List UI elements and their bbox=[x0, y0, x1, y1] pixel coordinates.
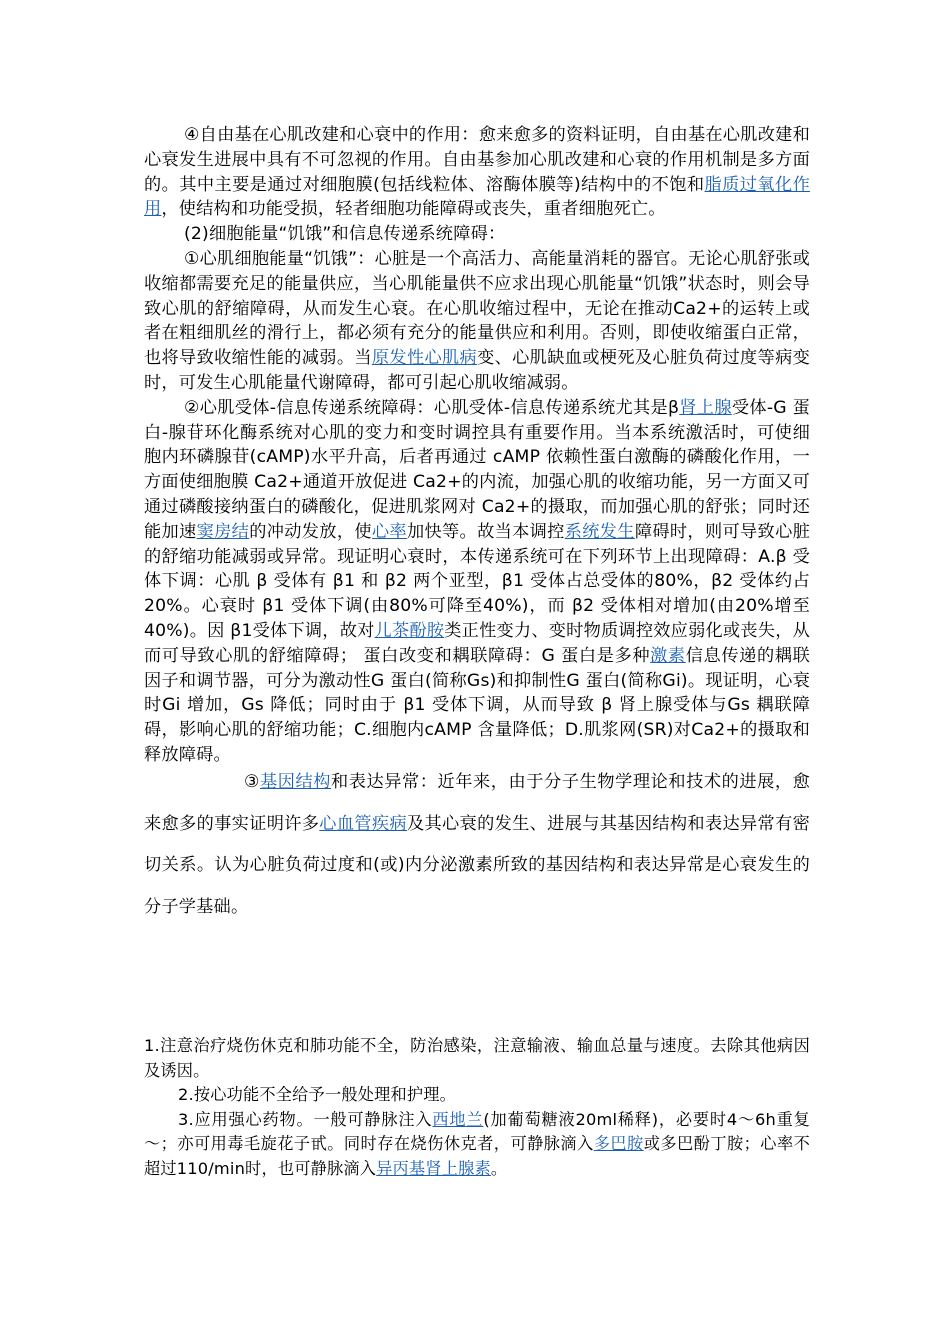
paragraph-gene-expression bbox=[144, 762, 810, 929]
paragraph-free-radicals bbox=[144, 123, 810, 222]
text-span: 或多巴酚丁胺；心率不超过110/min时，也可静脉滴入 bbox=[144, 1134, 810, 1178]
text-span: (加葡萄糖液20ml稀释)，必要时4～6h重复～；亦可用毒毛旋花子甙。同时存在烧伤休克者，可静脉滴入 bbox=[144, 1109, 810, 1154]
text-span: 加快等。故当本调控 bbox=[406, 521, 565, 542]
paragraph-receptor-system bbox=[144, 396, 810, 768]
text-span: 的冲动发放，使 bbox=[249, 521, 372, 542]
link-primary-cardiomyopathy[interactable]: 原发性心肌病 bbox=[371, 348, 478, 369]
text-span: ，使结构和功能受损，轻者细胞功能障碍或丧失，重者细胞死亡。 bbox=[161, 199, 666, 220]
link-cedilanid[interactable]: 西地兰 bbox=[432, 1109, 484, 1129]
text-span: 1.注意治疗烧伤休克和肺功能不全，防治感染，注意输液、输血总量与速度。去除其他病因及诱因。 bbox=[144, 1036, 810, 1080]
link-lipid-peroxidation[interactable]: 脂质过氧化作用 bbox=[144, 174, 811, 220]
text-span: ②心肌受体-信息传递系统障碍：心肌受体-信息传递系统尤其是β bbox=[184, 397, 680, 418]
treatment-list bbox=[144, 1034, 810, 1182]
text-span: 变、心肌缺血或梗死及心脏负荷过度等病变时，可发生心肌能量代谢障碍，都可引起心肌收缩减弱。 bbox=[144, 348, 810, 393]
text-span: ①心肌细胞能量“饥饿”：心脏是一个高活力、高能量消耗的器官。无论心肌舒张或收缩都需要充足的能量供应，当心肌能量供不应求出现心肌能量“饥饿”状态时，则会导致心肌的舒缩障碍，从而发生心衰。在心肌收缩过程中，无论在推动Ca2+的运转上或者在粗细肌丝的滑行上，都必须有充分的能量供应和利用。否则，即使收缩蛋白正常，也将导致收缩性能的减弱。当 bbox=[144, 248, 810, 369]
text-span: 和表达异常：近年来，由于分子生物学理论和技术的进展，愈来愈多的事实证明许多 bbox=[144, 771, 811, 834]
link-sinoatrial-node[interactable]: 窦房结 bbox=[196, 521, 250, 542]
link-gene-structure[interactable]: 基因结构 bbox=[259, 771, 332, 792]
document-body bbox=[144, 123, 810, 929]
link-isoprenaline[interactable]: 异丙基肾上腺素 bbox=[376, 1158, 491, 1178]
text-span: ③ bbox=[244, 771, 260, 792]
text-span: 类正性变力、变时物质调控效应弱化或丧失，从而可导致心肌的舒缩障碍； 蛋白改变和耦联障碍：G 蛋白是多种 bbox=[144, 620, 810, 666]
text-span: (2)细胞能量“饥饿”和信息传递系统障碍： bbox=[184, 224, 506, 245]
text-span: 3.应用强心药物。一般可静脉注入 bbox=[178, 1109, 433, 1129]
link-dopamine[interactable]: 多巴胺 bbox=[593, 1134, 644, 1154]
link-system-occurrence[interactable]: 系统发生 bbox=[564, 521, 635, 542]
treatment-item-3 bbox=[144, 1108, 810, 1182]
text-span: 及其心衰的发生、进展与其基因结构和表达异常有密切关系。认为心脏负荷过度和(或)内分泌激素所致的基因结构和表达异常是心衰发生的分子学基础。 bbox=[144, 813, 810, 918]
text-span: 2.按心功能不全给予一般处理和护理。 bbox=[178, 1085, 457, 1105]
text-span: 障碍时，则可导致心脏的舒缩功能减弱或异常。现证明心衰时，本传递系统可在下列环节上出现障碍：A.β 受体下调：心肌 β 受体有 β1 和 β2 两个亚型，β1 受体占总受体的80%，β2 受体约占20%。心衰时 β1 受体下调(由80%可降至40%)，而 β2 受体相对增加(由20%增至40%)。因 β1受体下调，故对 bbox=[144, 521, 810, 641]
paragraph-energy-starvation bbox=[144, 247, 810, 396]
link-catecholamine[interactable]: 儿茶酚胺 bbox=[374, 620, 445, 641]
text-span: ④自由基在心肌改建和心衰中的作用：愈来愈多的资料证明，自由基在心肌改建和心衰发生进展中具有不可忽视的作用。自由基参加心肌改建和心衰的作用机制是多方面的。其中主要是通过对细胞膜(包括线粒体、溶酶体膜等)结构中的不饱和 bbox=[144, 125, 810, 195]
link-hormone[interactable]: 激素 bbox=[650, 645, 686, 666]
text-span: 。 bbox=[490, 1158, 508, 1178]
link-adrenal[interactable]: 肾上腺 bbox=[679, 397, 732, 418]
text-span: 受体-G 蛋白-腺苷环化酶系统对心肌的变力和变时调控具有重要作用。当本系统激活时，可使细胞内环磷腺苷(cAMP)水平升高，后者再通过 cAMP 依赖性蛋白激酶的磷酸化作用，一方面使细胞膜 Ca2+通道开放促进 Ca2+的内流，加强心肌的收缩功能，另一方面又可通过磷酸接纳蛋白的磷酸化，促进肌浆网对 Ca2+的摄取，而加强心肌的舒张；同时还能加速 bbox=[144, 397, 810, 542]
treatment-item-2 bbox=[144, 1083, 810, 1108]
text-span: 信息传递的耦联因子和调节器，可分为激动性G 蛋白(简称Gs)和抑制性G 蛋白(简称Gi)。现证明，心衰时Gi 增加，Gs 降低；同时由于 β1 受体下调，从而导致 β 肾上腺受体与Gs 耦联障碍，影响心肌的舒缩功能；C.细胞内cAMP 含量降低；D.肌浆网(SR)对Ca2+的摄取和释放障碍。 bbox=[144, 645, 810, 765]
treatment-item-1 bbox=[144, 1034, 810, 1083]
link-heart-rate[interactable]: 心率 bbox=[371, 521, 407, 542]
paragraph-energy-heading bbox=[144, 222, 810, 247]
link-cardiovascular-disease[interactable]: 心血管疾病 bbox=[319, 813, 407, 834]
